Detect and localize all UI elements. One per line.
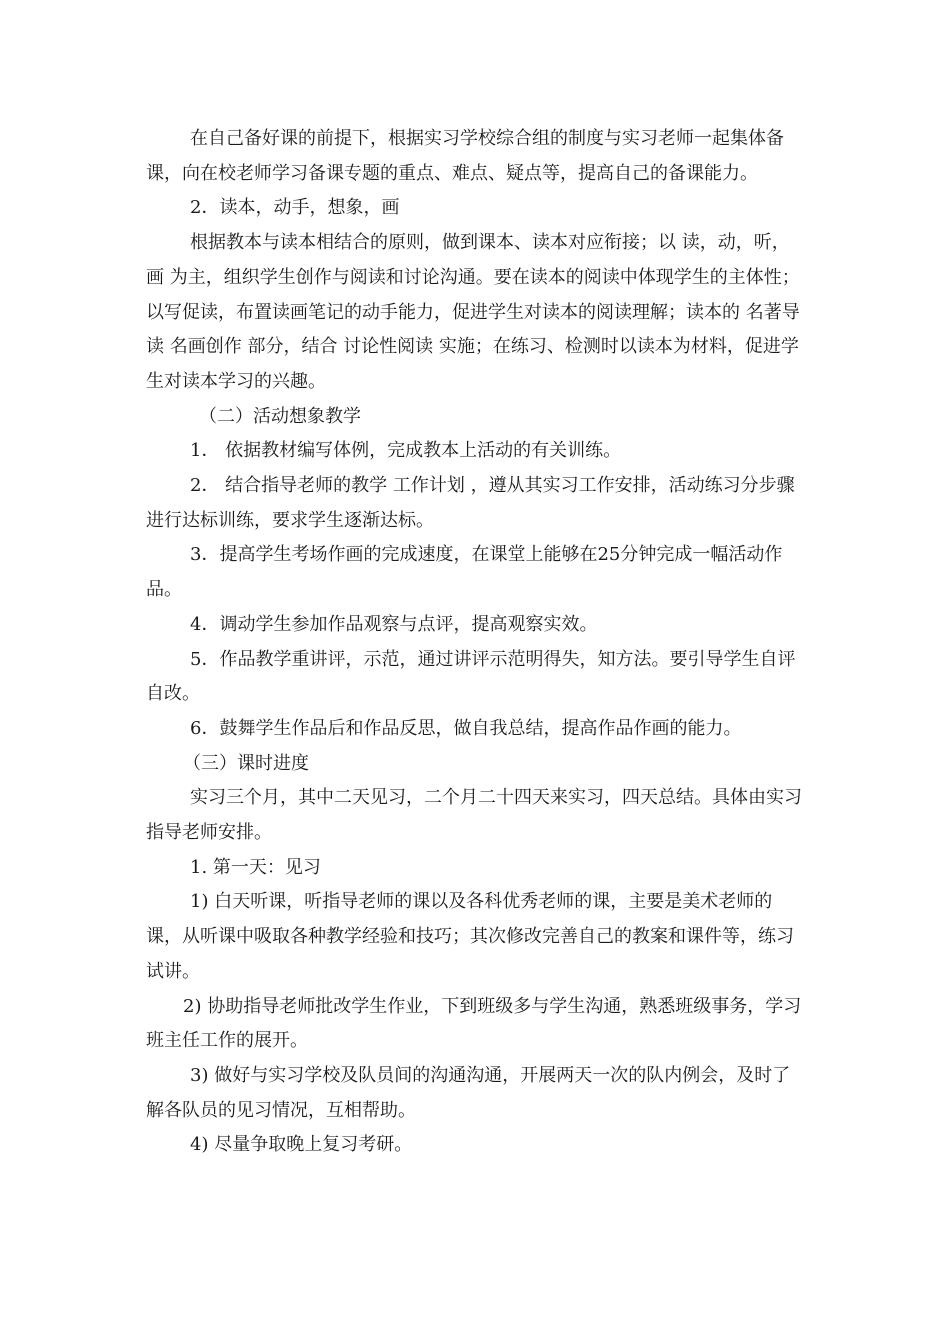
- heading-day-one: 1. 第一天：见习: [190, 856, 321, 878]
- list-item-day-one-2: 2) 协助指导老师批改学生作业，下到班级多与学生沟通，熟悉班级事务，学习班主任工作的展开。: [146, 995, 802, 1052]
- list-item-activity-4: 4．调动学生参加作品观察与点评，提高观察实效。: [190, 613, 598, 635]
- list-item-day-one-3: 3) 做好与实习学校及队员间的沟通沟通，开展两天一次的队内例会，及时了解各队员的见习情况，互相帮助。: [146, 1064, 791, 1121]
- section-heading-activity-teaching: （二）活动想象教学: [199, 405, 361, 427]
- list-item-activity-1: 1． 依据教材编写体例，完成教本上活动的有关训练。: [190, 440, 622, 462]
- heading-reading-drawing: 2．读本，动手，想象，画: [190, 197, 400, 219]
- list-item-activity-6: 6．鼓舞学生作品后和作品反思，做自我总结，提高作品作画的能力。: [190, 717, 742, 739]
- paragraph-lesson-prep: 在自己备好课的前提下，根据实习学校综合组的制度与实习老师一起集体备课，向在校老师学习备课专题的重点、难点、疑点等，提高自己的备课能力。: [146, 128, 784, 184]
- list-item-day-one-4: 4) 尽量争取晚上复习考研。: [190, 1134, 413, 1156]
- list-item-activity-3: 3．提高学生考场作画的完成速度，在课堂上能够在25分钟完成一幅活动作品。: [146, 544, 783, 601]
- list-item-activity-5: 5．作品教学重讲评，示范，通过讲评示范明得失，知方法。要引导学生自评自改。: [146, 648, 796, 705]
- paragraph-textbook-reader: 根据教本与读本相结合的原则，做到课本、读本对应衔接；以 读，动，听，画 为主，组织学生创作与阅读和讨论沟通。要在读本的阅读中体现学生的主体性；以写促读，布置读画笔记的动手能力，促进学生对读本的阅读理解；读本的 名著导读 名画创作 部分，结合 讨论性阅读 实施；在练习、检测时以读本为材料，促进学生对读本学习的兴趣。: [146, 232, 800, 392]
- section-heading-schedule: （三）课时进度: [183, 752, 309, 774]
- list-item-activity-2: 2． 结合指导老师的教学 工作计划 ，遵从其实习工作安排，活动练习分步骤进行达标训练，要求学生逐渐达标。: [146, 475, 795, 531]
- paragraph-schedule-overview: 实习三个月，其中二天见习，二个月二十四天来实习，四天总结。具体由实习指导老师安排。: [146, 787, 802, 844]
- list-item-day-one-1: 1) 白天听课，听指导老师的课以及各科优秀老师的课，主要是美术老师的课，从听课中吸取各种教学经验和技巧；其次修改完善自己的教案和课件等，练习试讲。: [146, 891, 794, 982]
- document-page: [146, 122, 806, 1163]
